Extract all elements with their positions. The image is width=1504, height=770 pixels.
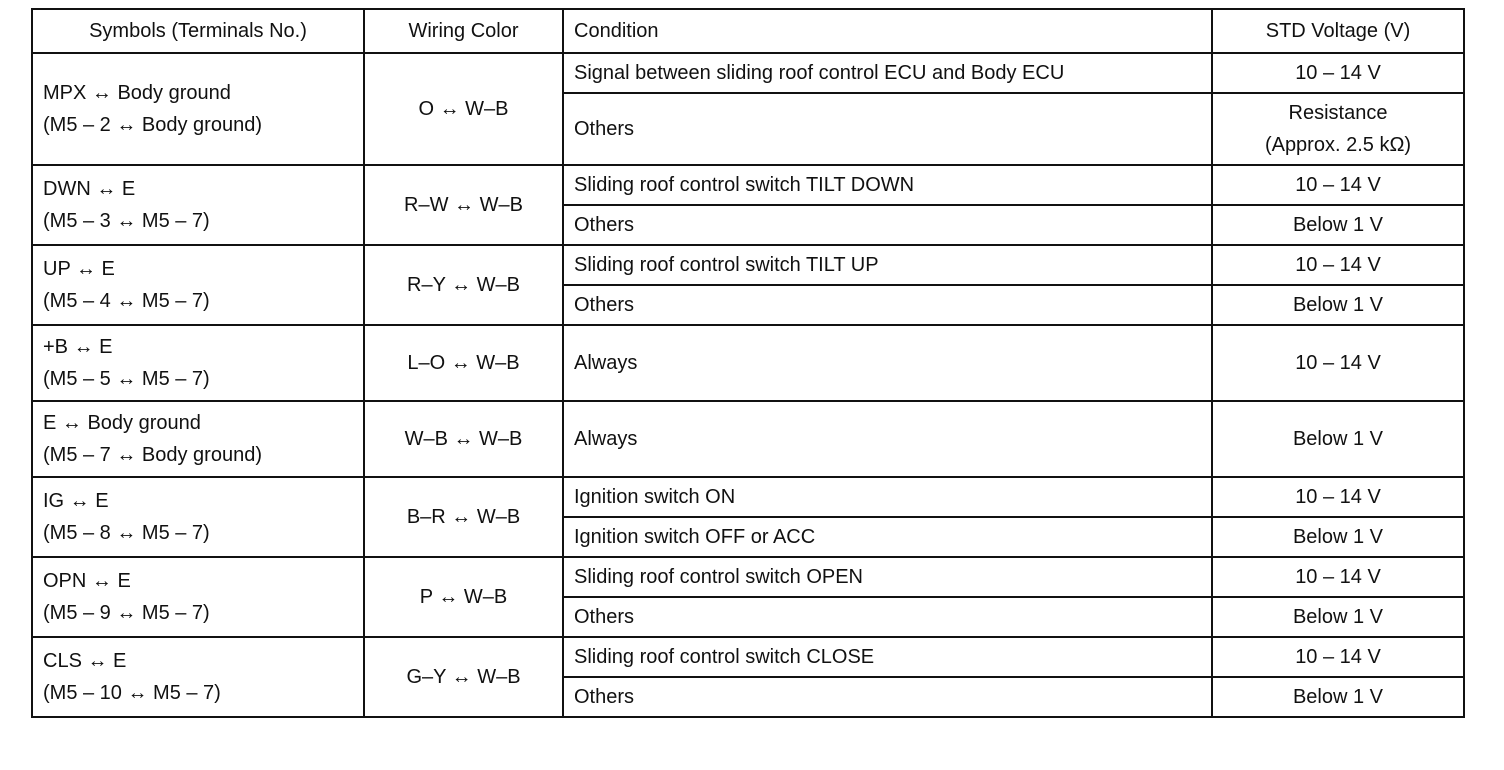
table-row <box>32 477 1464 517</box>
symbol-cell <box>32 557 364 637</box>
symbol-cell <box>32 165 364 245</box>
condition-cell: Others <box>563 597 1212 637</box>
wiring-color-cell: B–R ↔ W–B <box>364 477 563 557</box>
condition-cell: Sliding roof control switch CLOSE <box>563 637 1212 677</box>
table-body <box>32 53 1464 717</box>
voltage-cell: Below 1 V <box>1212 517 1464 557</box>
table-row <box>32 325 1464 401</box>
voltage-cell: 10 – 14 V <box>1212 637 1464 677</box>
terminal-numbers: (M5 – 9 ↔ M5 – 7) <box>43 602 210 624</box>
symbol-cell <box>32 245 364 325</box>
header-condition: Condition <box>563 9 1212 53</box>
terminal-numbers: (M5 – 5 ↔ M5 – 7) <box>43 368 210 390</box>
header-wiring-color: Wiring Color <box>364 9 563 53</box>
condition-cell: Sliding roof control switch OPEN <box>563 557 1212 597</box>
voltage-cell: 10 – 14 V <box>1212 245 1464 285</box>
wiring-color-cell: R–Y ↔ W–B <box>364 245 563 325</box>
voltage-cell: Below 1 V <box>1212 597 1464 637</box>
terminal-numbers: (M5 – 10 ↔ M5 – 7) <box>43 682 221 704</box>
terminal-numbers: (M5 – 7 ↔ Body ground) <box>43 444 262 466</box>
voltage-cell: Below 1 V <box>1212 677 1464 717</box>
condition-cell: Others <box>563 93 1212 165</box>
symbol-name: MPX ↔ Body ground <box>43 82 231 104</box>
symbol-name: +B ↔ E <box>43 336 113 358</box>
symbol-cell <box>32 325 364 401</box>
table-row <box>32 53 1464 93</box>
voltage-cell: Below 1 V <box>1212 401 1464 477</box>
voltage-cell: Below 1 V <box>1212 205 1464 245</box>
condition-cell: Others <box>563 205 1212 245</box>
symbol-cell <box>32 53 364 165</box>
voltage-cell: 10 – 14 V <box>1212 165 1464 205</box>
header-row <box>32 9 1464 53</box>
voltage-value: Resistance <box>1288 102 1388 124</box>
voltage-cell: Below 1 V <box>1212 285 1464 325</box>
condition-cell: Always <box>563 401 1212 477</box>
header-std-voltage: STD Voltage (V) <box>1212 9 1464 53</box>
terminal-numbers: (M5 – 4 ↔ M5 – 7) <box>43 290 210 312</box>
symbol-name: E ↔ Body ground <box>43 412 201 434</box>
wiring-color-cell: R–W ↔ W–B <box>364 165 563 245</box>
symbol-name: DWN ↔ E <box>43 178 136 200</box>
table-row <box>32 637 1464 677</box>
terminal-numbers: (M5 – 8 ↔ M5 – 7) <box>43 522 210 544</box>
table-row <box>32 245 1464 285</box>
condition-cell: Others <box>563 285 1212 325</box>
voltage-cell: 10 – 14 V <box>1212 477 1464 517</box>
voltage-cell <box>1212 93 1464 165</box>
condition-cell: Sliding roof control switch TILT UP <box>563 245 1212 285</box>
symbol-cell <box>32 401 364 477</box>
voltage-cell: 10 – 14 V <box>1212 53 1464 93</box>
condition-cell: Others <box>563 677 1212 717</box>
wiring-color-cell: O ↔ W–B <box>364 53 563 165</box>
symbol-cell <box>32 637 364 717</box>
terminal-numbers: (M5 – 3 ↔ M5 – 7) <box>43 210 210 232</box>
wiring-color-cell: W–B ↔ W–B <box>364 401 563 477</box>
voltage-note: (Approx. 2.5 kΩ) <box>1264 134 1412 156</box>
symbol-name: IG ↔ E <box>43 490 109 512</box>
table-row <box>32 557 1464 597</box>
wiring-color-cell: G–Y ↔ W–B <box>364 637 563 717</box>
condition-cell: Always <box>563 325 1212 401</box>
condition-cell: Sliding roof control switch TILT DOWN <box>563 165 1212 205</box>
terminal-numbers: (M5 – 2 ↔ Body ground) <box>43 114 262 136</box>
condition-cell: Signal between sliding roof control ECU and Body ECU <box>563 53 1212 93</box>
voltage-cell: 10 – 14 V <box>1212 557 1464 597</box>
wiring-color-cell: P ↔ W–B <box>364 557 563 637</box>
symbol-name: UP ↔ E <box>43 258 115 280</box>
symbol-name: OPN ↔ E <box>43 570 131 592</box>
symbol-name: CLS ↔ E <box>43 650 127 672</box>
voltage-cell: 10 – 14 V <box>1212 325 1464 401</box>
wiring-color-cell: L–O ↔ W–B <box>364 325 563 401</box>
header-symbols: Symbols (Terminals No.) <box>32 9 364 53</box>
condition-cell: Ignition switch OFF or ACC <box>563 517 1212 557</box>
symbol-cell <box>32 477 364 557</box>
table-row <box>32 401 1464 477</box>
table-header <box>32 9 1464 53</box>
terminal-voltage-table <box>31 8 1465 718</box>
table-row <box>32 165 1464 205</box>
condition-cell: Ignition switch ON <box>563 477 1212 517</box>
